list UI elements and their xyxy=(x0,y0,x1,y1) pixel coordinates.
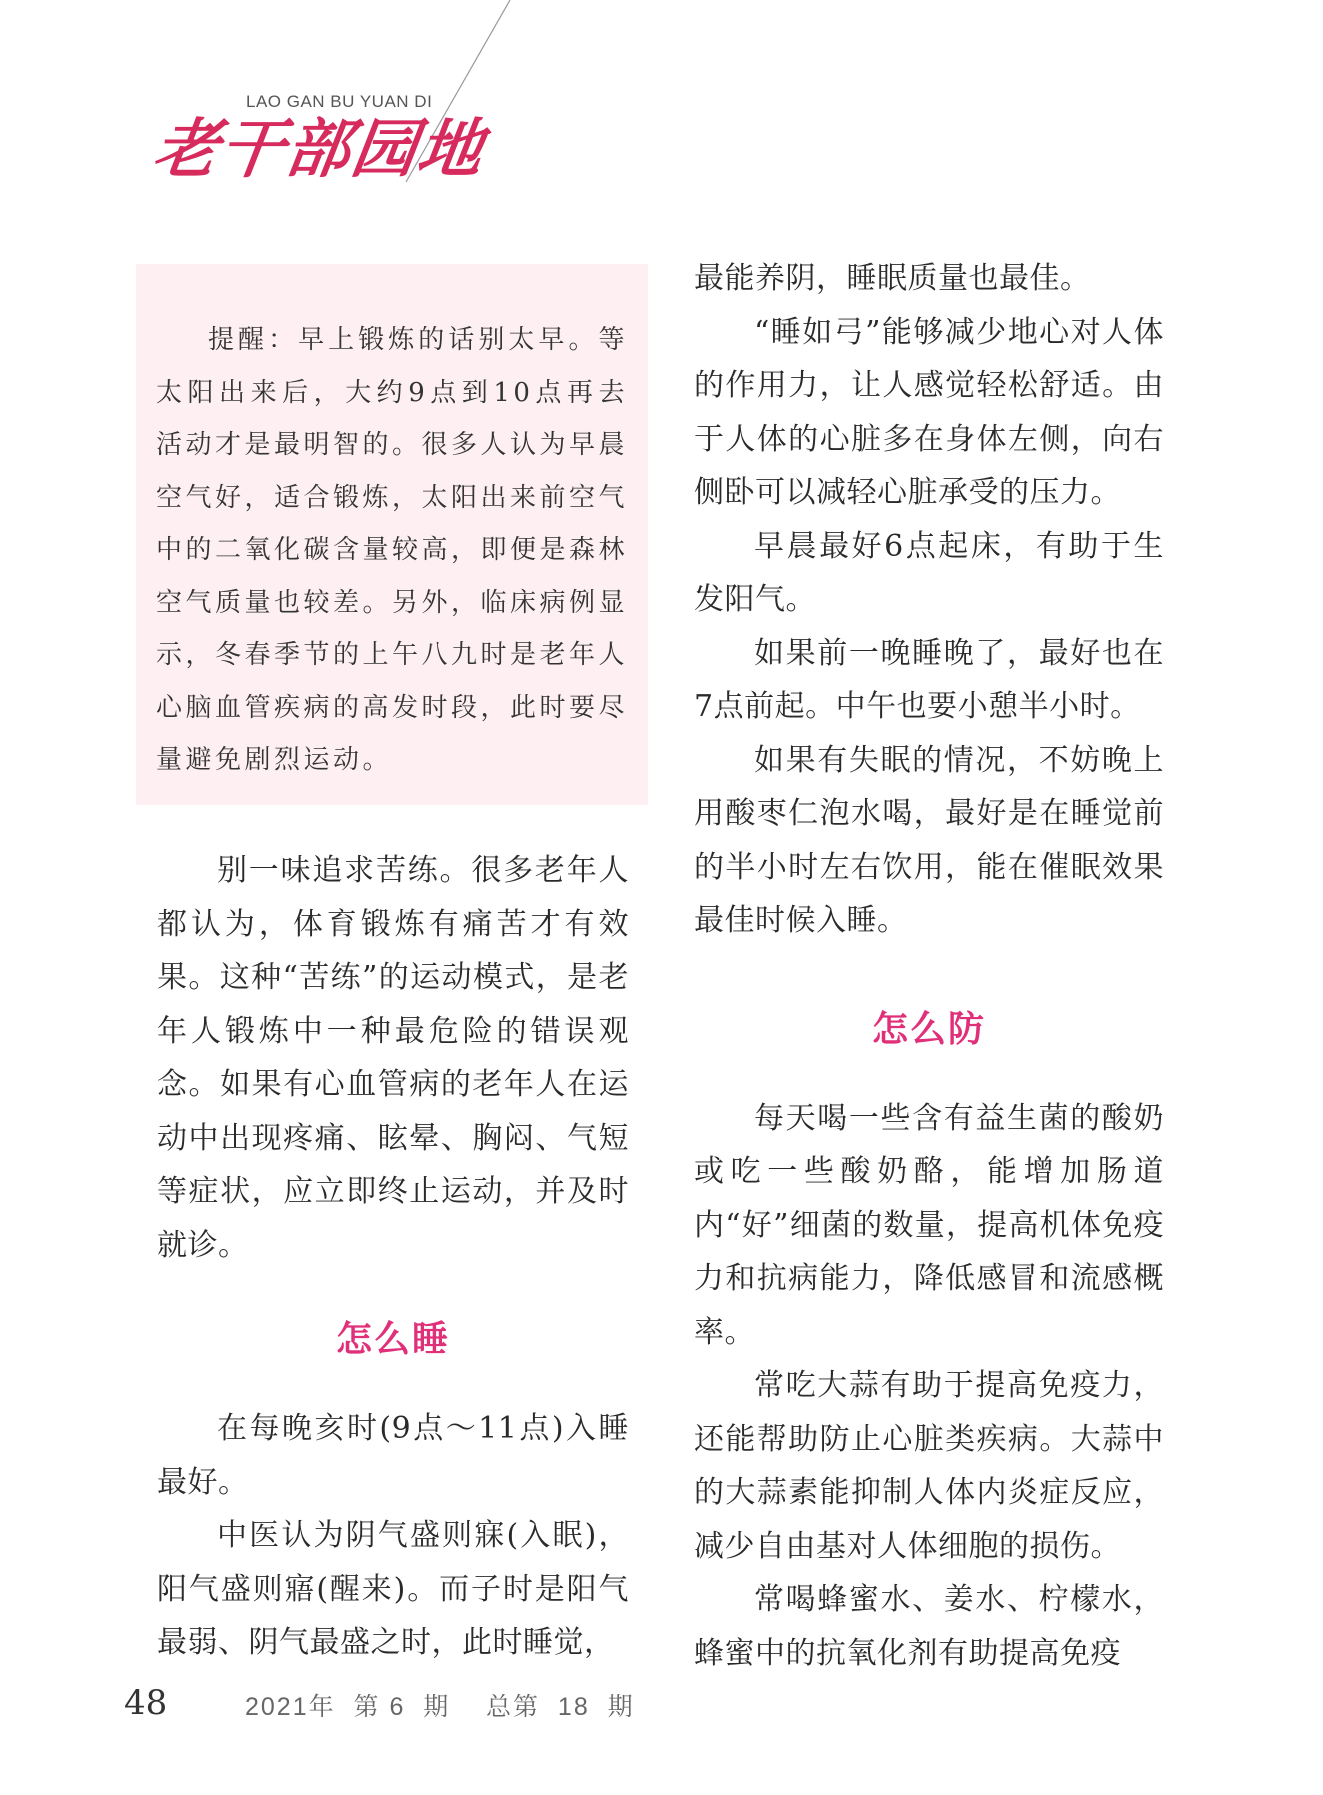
tip-text: 提醒：早上锻炼的话别太早。等太阳出来后，大约9点到10点再去活动才是最明智的。很多人认为早晨空气好，适合锻炼，太阳出来前空气中的二氧化碳含量较高，即便是森林空气质量也较差。另外，临床病例显示，冬春季节的上午八九时是老年人心脑血管疾病的高发时段，此时要尽量避免剧烈运动。 xyxy=(156,325,629,775)
tip-box xyxy=(136,264,648,805)
paragraph-exercise: 别一味追求苦练。很多老年人都认为，体育锻炼有痛苦才有效果。这种“苦练”的运动模式，是老年人锻炼中一种最危险的错误观念。如果有心血管病的老年人在运动中出现疼痛、眩晕、胸闷、气短等症状，应立即终止运动，并及时就诊。 xyxy=(157,853,629,1263)
paragraph-sleep-time: 在每晚亥时(9点～11点)入睡最好。 xyxy=(157,1411,629,1500)
page-number: 48 xyxy=(124,1683,168,1723)
brand-subtitle: LAO GAN BU YUAN DI xyxy=(246,92,433,111)
brand-logo: 老干部园地 xyxy=(148,112,490,187)
paragraph-wake: 早晨最好6点起床，有助于生发阳气。 xyxy=(694,528,1164,617)
left-column xyxy=(157,844,629,1670)
paragraph-tcm: 中医认为阴气盛则寐(入眠)，阳气盛则寤(醒来)。而子时是阳气最弱、阴气最盛之时，此时睡觉， xyxy=(157,1518,629,1660)
paragraph-insomnia: 如果有失眠的情况，不妨晚上用酸枣仁泡水喝，最好是在睡觉前的半小时左右饮用，能在催眠效果最佳时候入睡。 xyxy=(694,742,1164,938)
paragraph-bow: “睡如弓”能够减少地心对人体的作用力，让人感觉轻松舒适。由于人体的心脏多在身体左侧，向右侧卧可以减轻心脏承受的压力。 xyxy=(694,314,1164,510)
heading-sleep: 怎么睡 xyxy=(335,1319,450,1360)
paragraph-garlic: 常吃大蒜有助于提高免疫力，还能帮助防止心脏类疾病。大蒜中的大蒜素能抑制人体内炎症反应，减少自由基对人体细胞的损伤。 xyxy=(694,1368,1164,1564)
issue-info: 2021年 第 6 期 总第 18 期 xyxy=(245,1693,635,1721)
header-decorative-line xyxy=(0,0,1323,220)
paragraph-late: 如果前一晚睡晚了，最好也在7点前起。中午也要小憩半小时。 xyxy=(694,635,1164,724)
heading-prevent: 怎么防 xyxy=(871,1008,986,1050)
paragraph-honey: 常喝蜂蜜水、姜水、柠檬水，蜂蜜中的抗氧化剂有助提高免疫 xyxy=(694,1582,1164,1671)
right-column xyxy=(694,252,1164,1680)
paragraph-yogurt: 每天喝一些含有益生菌的酸奶或吃一些酸奶酪，能增加肠道内“好”细菌的数量，提高机体免疫力和抗病能力，降低感冒和流感概率。 xyxy=(694,1100,1164,1350)
paragraph-tcm-continued: 最能养阴，睡眠质量也最佳。 xyxy=(694,261,1091,296)
